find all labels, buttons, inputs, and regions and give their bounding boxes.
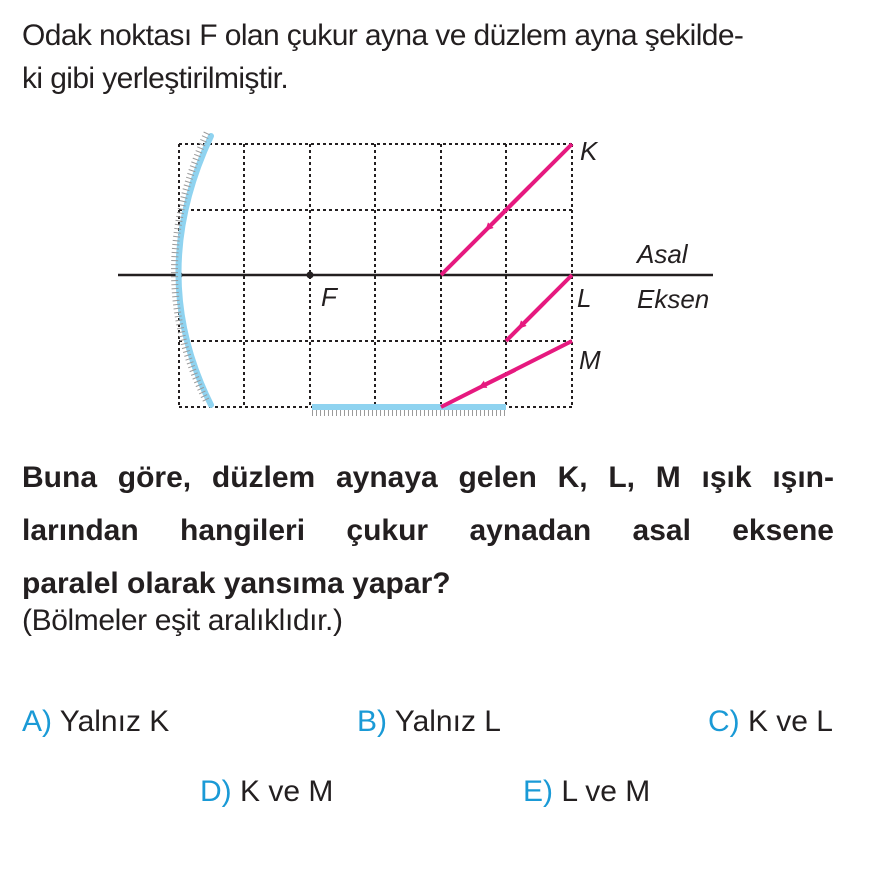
option-d-text: K ve M <box>240 775 334 808</box>
option-c-letter: C) <box>707 705 740 738</box>
option-e[interactable] <box>523 772 650 812</box>
ray-m-label: M <box>579 345 601 375</box>
focus-point <box>307 272 314 279</box>
option-b-letter: B) <box>357 705 387 738</box>
axis-label-line2: Eksen <box>637 284 710 314</box>
option-b-text: Yalnız L <box>394 705 501 738</box>
axis-label-line1: Asal <box>637 239 688 269</box>
option-c-text: K ve L <box>747 705 833 738</box>
option-a-text: Yalnız K <box>59 705 170 738</box>
question-line-2: larından hangileri çukur aynadan asal eksene <box>22 514 834 547</box>
ray-k-label: K <box>580 136 598 166</box>
plane-mirror <box>312 407 506 413</box>
question-line-3: paralel olarak yansıma yapar? <box>22 567 451 600</box>
question-text <box>22 451 834 610</box>
intro-line-1: Odak noktası F olan çukur ayna ve düzlem ayna şekilde- <box>22 19 744 52</box>
option-a[interactable] <box>22 702 169 742</box>
focus-label: F <box>321 282 337 312</box>
option-e-letter: E) <box>523 775 553 808</box>
intro-line-2: ki gibi yerleştirilmiştir. <box>22 62 289 95</box>
ray-l-label: L <box>577 283 592 313</box>
concave-mirror <box>175 133 212 405</box>
note-text: (Bölmeler eşit aralıklıdır.) <box>22 604 343 637</box>
option-d[interactable] <box>200 772 333 812</box>
option-a-letter: A) <box>22 705 52 738</box>
option-c[interactable] <box>708 702 833 742</box>
option-b[interactable] <box>357 702 501 742</box>
ray-l <box>506 275 572 341</box>
question-line-1: Buna göre, düzlem aynaya gelen K, L, M ışık ışın- <box>22 461 834 494</box>
option-d-letter: D) <box>200 775 232 808</box>
option-e-text: L ve M <box>561 775 651 808</box>
